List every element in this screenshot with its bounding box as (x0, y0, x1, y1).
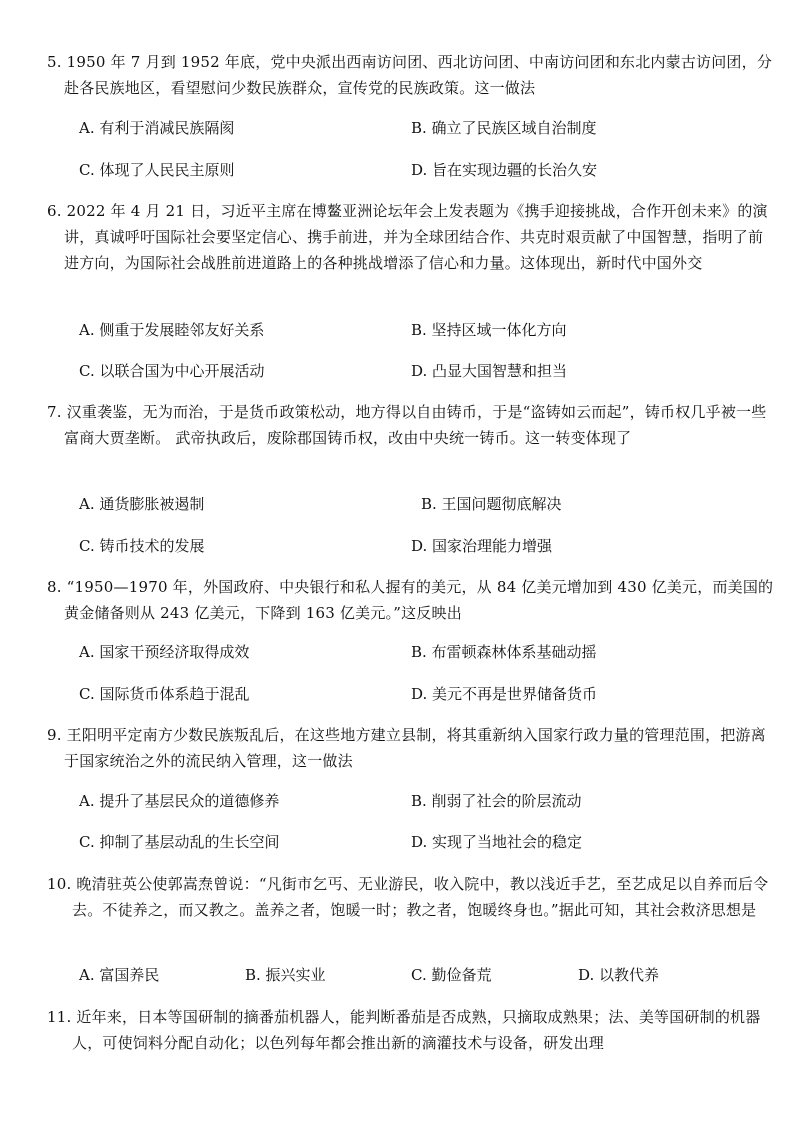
question-8-option-c: C. 国际货币体系趋于混乱 (79, 685, 250, 703)
question-6-option-d: D. 凸显大国智慧和担当 (411, 362, 568, 380)
question-10-option-d: D. 以教代养 (578, 966, 660, 984)
question-8-option-a: A. 国家干预经济取得成效 (79, 643, 250, 661)
question-6-stem: 6. 2022 年 4 月 21 日，习近平主席在博鳌亚洲论坛年会上发表题为《携手迎接挑战，合作开创未来》的演讲，真诚呼吁国际社会要坚定信心、携手前进，并为全球团结合作、共克时艰贡献了中国智慧，指明了前进方向，为国际社会战胜前进道路上的各种挑战增添了信心和力量。这体现出，新时代中国外交 (47, 202, 768, 272)
question-9-option-c: C. 抑制了基层动乱的生长空间 (79, 833, 280, 851)
question-7-option-a: A. 通货膨胀被遏制 (79, 495, 205, 513)
question-8-option-d: D. 美元不再是世界储备货币 (411, 685, 598, 703)
question-9-option-b: B. 削弱了社会的阶层流动 (411, 792, 582, 810)
question-5-option-a: A. 有利于消减民族隔阂 (79, 119, 235, 137)
question-10-option-b: B. 振兴实业 (245, 966, 326, 984)
question-6-option-c: C. 以联合国为中心开展活动 (79, 362, 265, 380)
question-9-stem: 9. 王阳明平定南方少数民族叛乱后，在这些地方建立县制，将其重新纳入国家行政力量的管理范围，把游离于国家统治之外的流民纳入管理，这一做法 (47, 726, 766, 770)
question-6-option-b: B. 坚持区域一体化方向 (411, 321, 567, 339)
question-5-stem: 5. 1950 年 7 月到 1952 年底，党中央派出西南访问团、西北访问团、中南访问团和东北内蒙古访问团，分赴各民族地区，看望慰问少数民族群众，宣传党的民族政策。这一做法 (47, 53, 773, 97)
question-6-option-a: A. 侧重于发展睦邻友好关系 (79, 321, 265, 339)
question-10-stem: 10. 晚清驻英公使郭嵩焘曾说：“凡街市乞丐、无业游民，收入院中，教以浅近手艺，至艺成足以自养而后令去。不徒养之，而又教之。盖养之者，饱暖一时；教之者，饱暖终身也。”据此可知，其社会救济思想是 (47, 875, 769, 919)
question-11-stem: 11. 近年来，日本等国研制的摘番茄机器人，能判断番茄是否成熟，只摘取成熟果；法、美等国研制的机器人，可使饲料分配自动化；以色列每年都会推出新的滴灌技术与设备，研发出理 (47, 1008, 761, 1052)
question-9-option-d: D. 实现了当地社会的稳定 (411, 833, 583, 851)
question-7-option-c: C. 铸币技术的发展 (79, 537, 205, 555)
question-5-option-b: B. 确立了民族区域自治制度 (411, 119, 597, 137)
question-8-stem: 8. “1950—1970 年，外国政府、中央银行和私人握有的美元，从 84 亿美元增加到 430 亿美元，而美国的黄金储备则从 243 亿美元，下降到 163 亿美元。”这反映出 (47, 578, 774, 622)
question-5-option-d: D. 旨在实现边疆的长治久安 (411, 161, 598, 179)
question-10-option-a: A. 富国养民 (79, 966, 160, 984)
question-8-option-b: B. 布雷顿森林体系基础动摇 (411, 643, 597, 661)
question-9-option-a: A. 提升了基层民众的道德修养 (79, 792, 280, 810)
question-7-option-b: B. 王国问题彻底解决 (421, 495, 562, 513)
question-7-option-d: D. 国家治理能力增强 (411, 537, 553, 555)
question-10-option-c: C. 勤俭备荒 (411, 966, 492, 984)
question-7-stem: 7. 汉重袭鉴，无为而治，于是货币政策松动，地方得以自由铸币，于是“盗铸如云而起”，铸币权几乎被一些富商大贾垄断。 武帝执政后，废除郡国铸币权，改由中央统一铸币。这一转变体现了 (47, 403, 767, 447)
question-5-option-c: C. 体现了人民民主原则 (79, 161, 235, 179)
